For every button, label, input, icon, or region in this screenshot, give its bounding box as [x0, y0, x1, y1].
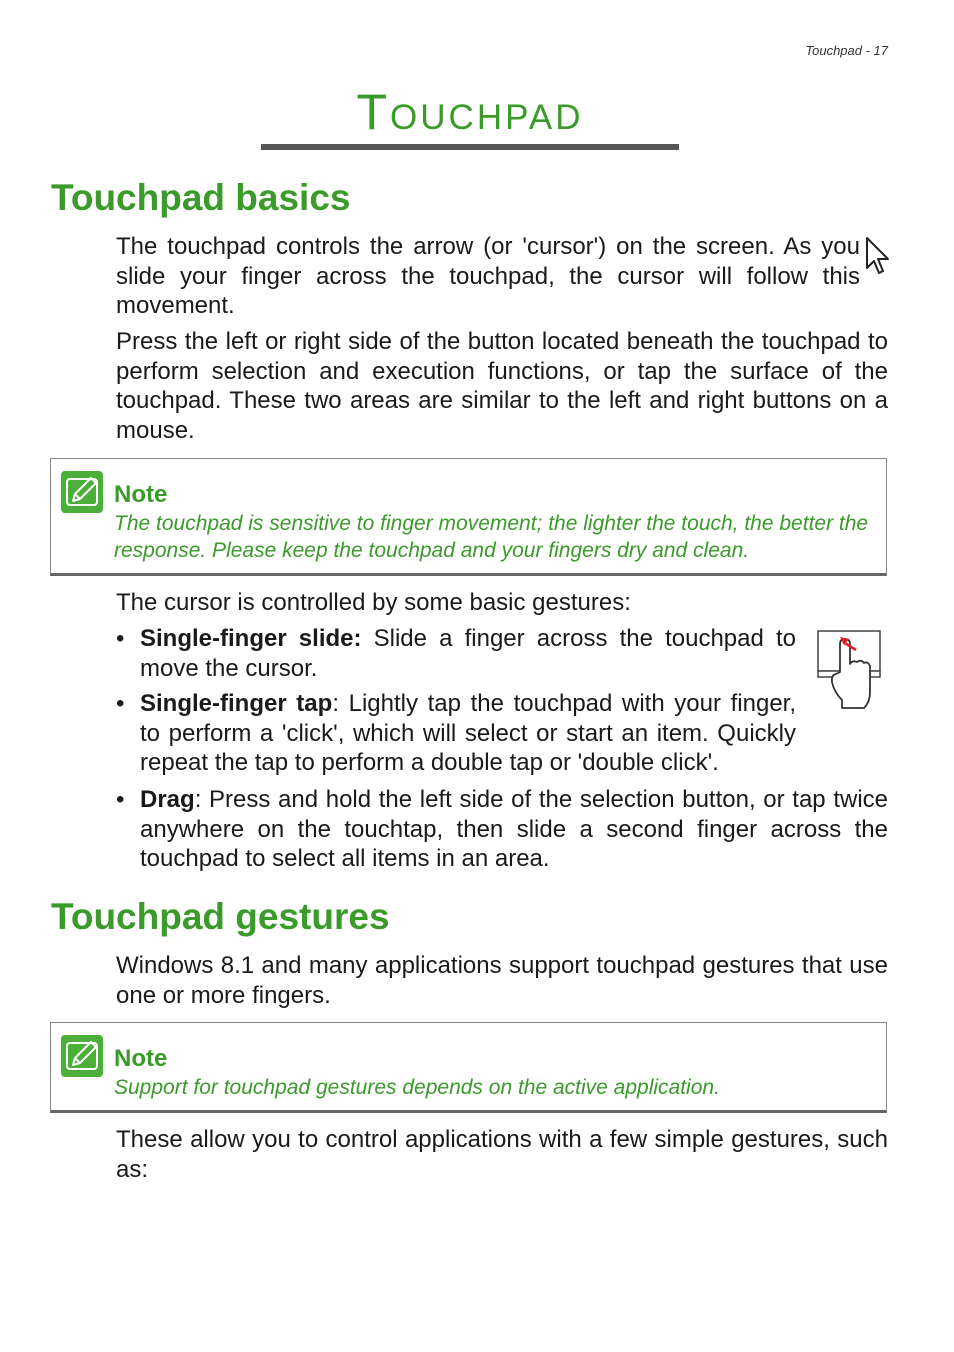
note-title: Note	[114, 1045, 168, 1072]
bullet-term: Single-finger slide:	[140, 625, 362, 652]
bullet-term: Single-finger tap	[140, 690, 333, 717]
note-box-sensitivity	[50, 458, 887, 576]
basics-paragraph-1: The touchpad controls the arrow (or 'cursor') on the screen. As you slide your finger across the touchpad, the cursor will follow this movement.	[116, 233, 860, 320]
bullet-dot: •	[116, 690, 125, 717]
bullet-term: Drag	[140, 786, 195, 813]
bullet-text: Slide a finger across the touchpad to move the cursor.	[140, 625, 796, 682]
note-pencil-icon	[61, 471, 103, 513]
bullet-single-finger-slide	[116, 624, 796, 684]
basics-paragraph-2: Press the left or right side of the button located beneath the touchpad to perform selection and execution functions, or tap the surface of the touchpad. These two areas are similar to the left and right buttons on a mouse.	[116, 328, 888, 444]
note-pencil-icon	[61, 1035, 103, 1077]
note-text: The touchpad is sensitive to finger movement; the lighter the touch, the better the response. Please keep the touchpad and your fingers dry and clean.	[114, 512, 869, 562]
mouse-cursor-icon	[864, 236, 892, 278]
bullet-text: : Press and hold the left side of the selection button, or tap twice anywhere on the touchtap, then slide a second finger across the touchpad to select all items in an area.	[140, 786, 888, 873]
chapter-rule	[261, 144, 679, 150]
heading-touchpad-basics: Touchpad basics	[51, 177, 351, 218]
bullet-drag	[116, 785, 888, 875]
bullet-dot: •	[116, 786, 125, 813]
note-box-gestures	[50, 1022, 887, 1113]
gestures-paragraph-2: These allow you to control applications with a few simple gestures, such as:	[116, 1126, 888, 1183]
note-title: Note	[114, 481, 168, 508]
touchpad-finger-slide-icon	[814, 628, 884, 712]
note-text: Support for touchpad gestures depends on the active application.	[114, 1076, 720, 1099]
chapter-title: Touchpad	[356, 84, 584, 140]
gestures-paragraph-1: Windows 8.1 and many applications support touchpad gestures that use one or more fingers.	[116, 952, 888, 1009]
gestures-intro: The cursor is controlled by some basic gestures:	[116, 589, 631, 616]
bullet-text: : Lightly tap the touchpad with your finger, to perform a 'click', which will select or start an item. Quickly repeat the tap to perform a double tap or 'double click'.	[140, 690, 796, 777]
bullet-dot: •	[116, 625, 125, 652]
running-head: Touchpad - 17	[805, 43, 888, 58]
heading-touchpad-gestures: Touchpad gestures	[51, 896, 390, 937]
bullet-single-finger-tap	[116, 689, 796, 779]
